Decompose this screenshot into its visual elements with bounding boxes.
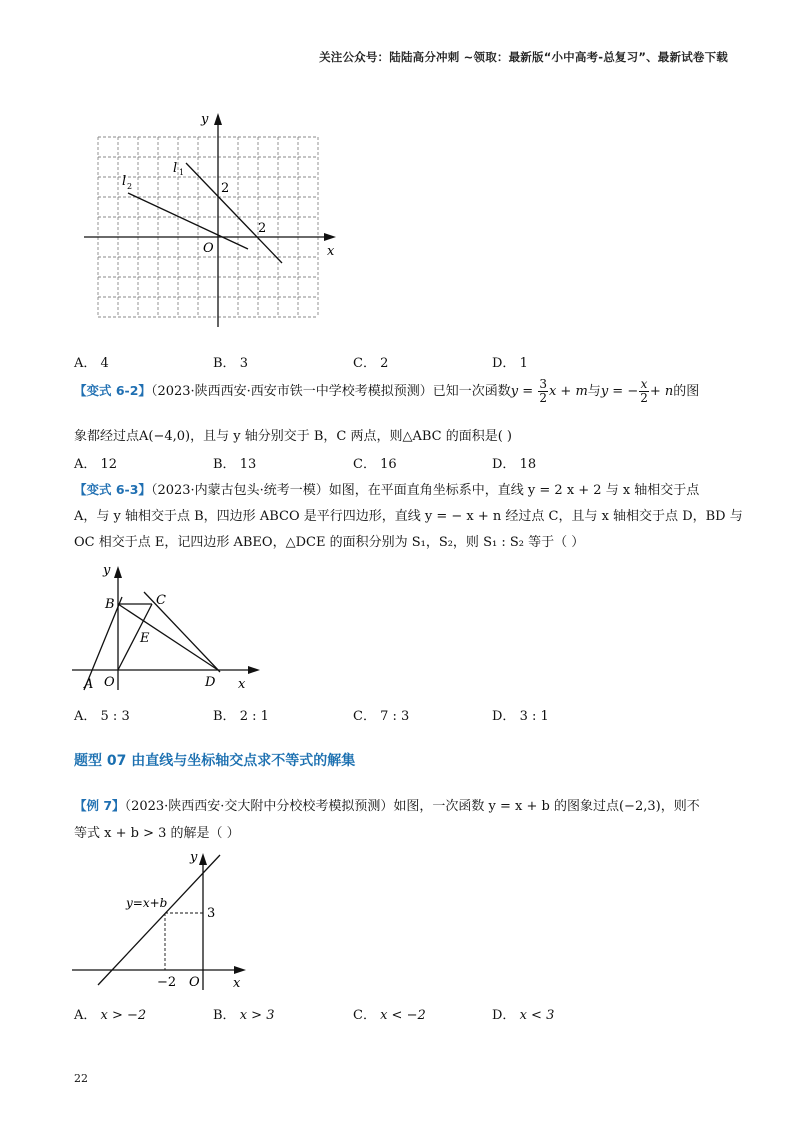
line-y-eq-x-plus-b xyxy=(98,855,220,985)
prev-option-d[interactable]: D． 1 xyxy=(492,356,528,371)
prev-option-a[interactable]: A． 4 xyxy=(74,356,109,371)
ex7-line1: 【例 7】（2023·陕西西安·交大附中分校校考模拟预测）如图，一次函数 y = x + b 的图象过点(−2,3)，则不 xyxy=(74,798,700,814)
q63-tag: 【变式 6-3】 xyxy=(74,482,151,497)
figure-linear-function xyxy=(70,845,250,995)
svg-text:3: 3 xyxy=(207,906,216,921)
svg-text:y=x+b: y=x+b xyxy=(126,896,168,910)
svg-text:−2: −2 xyxy=(157,975,177,990)
svg-text:A: A xyxy=(84,677,94,692)
q63-option-c[interactable]: C． 7 : 3 xyxy=(353,709,410,724)
q63-line3: OC 相交于点 E，记四边形 ABEO，△DCE 的面积分别为 S₁，S₂，则 S₁ : S₂ 等于（ ） xyxy=(74,535,585,550)
q62-option-b[interactable]: B． 13 xyxy=(213,457,257,472)
section-title: 题型 07 由直线与坐标轴交点求不等式的解集 xyxy=(74,753,356,769)
svg-text:D: D xyxy=(205,675,216,690)
q62-line1: 【变式 6-2】（2023·陕西西安·西安市铁一中学校考模拟预测）已知一次函数y = $\frac{3}{2}$ x + m与y = − $\frac{x}{2}$ + n的图 xyxy=(74,377,700,405)
q63-line2: A，与 y 轴相交于点 B，四边形 ABCO 是平行四边形，直线 y = − x + n 经过点 C，且与 x 轴相交于点 D，BD 与 xyxy=(74,509,743,524)
q63-option-b[interactable]: B． 2 : 1 xyxy=(213,709,269,724)
q62-option-a[interactable]: A． 12 xyxy=(74,457,118,472)
svg-text:x: x xyxy=(233,976,241,991)
page-header: 关注公众号：陆陆高分冲刺 ~领取：最新版“小中高考-总复习”、最新试卷下载 xyxy=(319,50,728,64)
line-l2 xyxy=(128,193,248,249)
svg-text:l: l xyxy=(122,174,127,189)
ex7-line2: 等式 x + b > 3 的解是（ ） xyxy=(74,826,240,841)
svg-text:1: 1 xyxy=(179,168,185,177)
ex7-option-b[interactable]: B． x > 3 xyxy=(213,1008,275,1023)
ex7-option-a[interactable]: A． x > −2 xyxy=(74,1008,147,1023)
figure-parallelogram xyxy=(70,560,270,695)
ex7-option-c[interactable]: C． x < −2 xyxy=(353,1008,426,1023)
q63-option-a[interactable]: A． 5 : 3 xyxy=(74,709,130,724)
line-l1 xyxy=(186,163,282,263)
ex7-option-d[interactable]: D． x < 3 xyxy=(492,1008,555,1023)
q62-option-d[interactable]: D． 18 xyxy=(492,457,537,472)
q63-option-d[interactable]: D． 3 : 1 xyxy=(492,709,549,724)
svg-text:O: O xyxy=(104,675,115,690)
svg-text:O: O xyxy=(189,975,200,990)
svg-text:E: E xyxy=(140,631,150,646)
q63-line1: 【变式 6-3】（2023·内蒙古包头·统考一模）如图，在平面直角坐标系中，直线 y = 2 x + 2 与 x 轴相交于点 xyxy=(74,482,700,498)
svg-text:x: x xyxy=(327,244,335,259)
svg-text:y: y xyxy=(201,112,209,127)
svg-text:2: 2 xyxy=(221,181,230,196)
prev-option-c[interactable]: C． 2 xyxy=(353,356,389,371)
svg-text:B: B xyxy=(105,597,115,612)
page-number: 22 xyxy=(74,1072,88,1085)
svg-text:x: x xyxy=(238,677,246,692)
svg-text:y: y xyxy=(190,850,198,865)
svg-text:C: C xyxy=(156,593,166,608)
q62-line2: 象都经过点A(−4,0)，且与 y 轴分别交于 B，C 两点，则△ABC 的面积是( ) xyxy=(74,429,513,444)
q62-option-c[interactable]: C． 16 xyxy=(353,457,397,472)
svg-text:O: O xyxy=(203,241,214,256)
svg-text:2: 2 xyxy=(258,221,267,236)
figure-grid-lines xyxy=(70,105,350,330)
svg-text:l: l xyxy=(173,161,178,176)
svg-text:y: y xyxy=(103,563,111,578)
ex7-tag: 【例 7】 xyxy=(74,798,125,813)
svg-text:2: 2 xyxy=(127,182,133,191)
q62-tag: 【变式 6-2】 xyxy=(74,383,151,398)
seg-BD xyxy=(118,604,218,670)
prev-option-b[interactable]: B． 3 xyxy=(213,356,248,371)
